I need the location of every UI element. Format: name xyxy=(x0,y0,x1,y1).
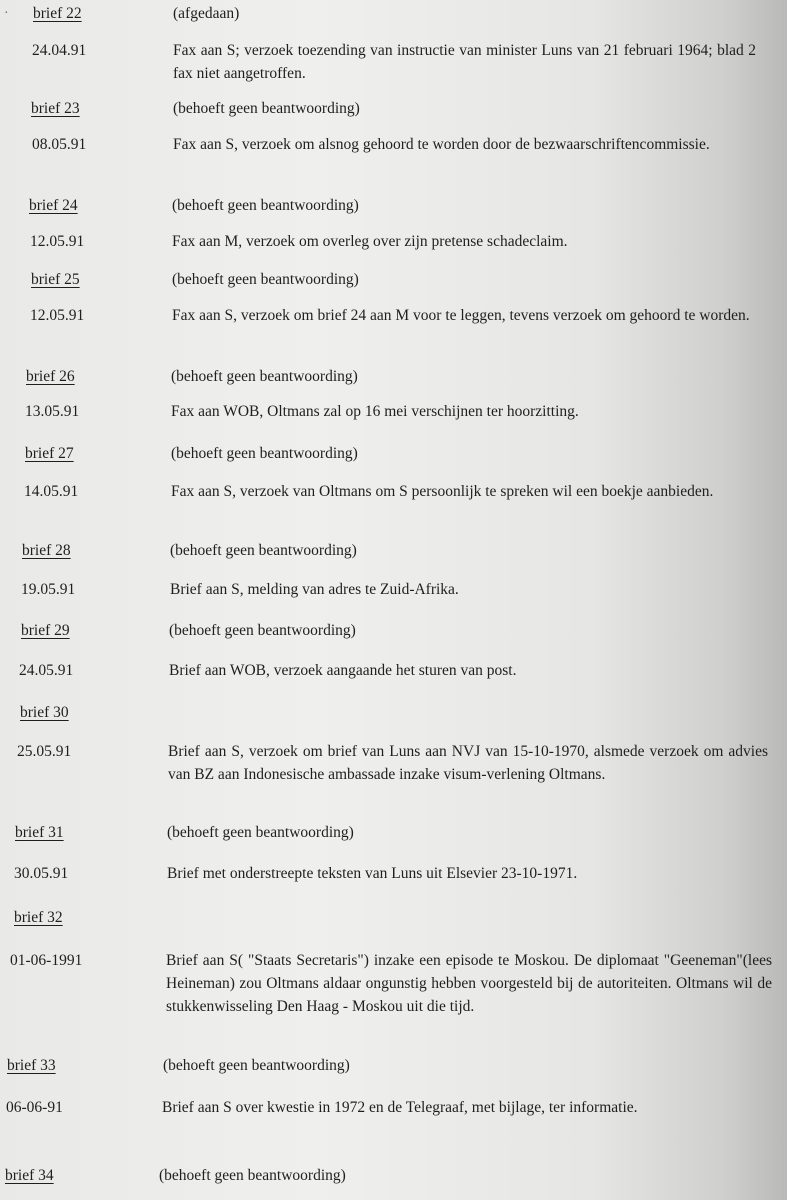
entry-text: (behoeft geen beantwoording) xyxy=(169,622,356,639)
letter-number: brief 26 xyxy=(26,368,75,385)
entry-date: 25.05.91 xyxy=(17,743,72,760)
entry-text: (behoeft geen beantwoording) xyxy=(163,1057,350,1074)
letter-number: brief 25 xyxy=(31,271,80,288)
entry-text: Fax aan S; verzoek toezending van instructie van minister Luns van 21 februari 1964; blad 2 fax niet aangetroffen. xyxy=(173,42,756,82)
letter-number: brief 34 xyxy=(5,1167,54,1184)
entry-text: Fax aan S, verzoek om brief 24 aan M voor te leggen, tevens verzoek om gehoord te worden. xyxy=(172,307,750,324)
entry-text: Brief met onderstreepte teksten van Luns uit Elsevier 23-10-1971. xyxy=(167,865,578,882)
entry-text: (behoeft geen beantwoording) xyxy=(167,824,354,841)
entry-text: Brief aan S, verzoek om brief van Luns aan NVJ van 15-10-1970, alsmede verzoek om advies van BZ aan Indonesische ambassade inzake visum-verlening Oltmans. xyxy=(168,743,768,783)
letter-number: brief 32 xyxy=(14,909,63,926)
entry-text: Brief aan WOB, verzoek aangaande het sturen van post. xyxy=(169,662,517,679)
entry-text: Brief aan S( "Staats Secretaris") inzake een episode te Moskou. De diplomaat "Geeneman"(lees Heineman) zou Oltmans aldaar ongunstig hebben voorgesteld bij de autoriteiten. Oltmans wil de stukkenwisseling Den Haag - Moskou uit die tijd. xyxy=(166,952,772,1015)
letter-number: brief 31 xyxy=(15,824,64,841)
letter-number: brief 29 xyxy=(21,622,70,639)
entry-date: 13.05.91 xyxy=(25,403,80,420)
entry-date: 14.05.91 xyxy=(24,483,79,500)
entry-date: 12.05.91 xyxy=(30,307,85,324)
entry-date: 24.05.91 xyxy=(19,662,74,679)
entry-text: (behoeft geen beantwoording) xyxy=(172,197,359,214)
entry-date: 12.05.91 xyxy=(30,233,85,250)
letter-number: brief 24 xyxy=(29,197,78,214)
entry-date: 01-06-1991 xyxy=(10,952,83,969)
entry-text: (behoeft geen beantwoording) xyxy=(173,100,360,117)
entry-text: (behoeft geen beantwoording) xyxy=(171,368,358,385)
letter-number: brief 33 xyxy=(7,1057,56,1074)
letter-number: brief 28 xyxy=(22,542,71,559)
entry-text: Fax aan S, verzoek van Oltmans om S persoonlijk te spreken wil een boekje aanbieden. xyxy=(171,483,714,500)
entry-date: 30.05.91 xyxy=(14,865,69,882)
letter-number: brief 22 xyxy=(33,5,82,22)
letter-number: brief 23 xyxy=(31,100,80,117)
entry-text: (afgedaan) xyxy=(173,5,240,22)
letter-number: brief 27 xyxy=(25,445,74,462)
entry-text: Fax aan M, verzoek om overleg over zijn pretense schadeclaim. xyxy=(172,233,568,250)
letter-number: brief 30 xyxy=(20,704,69,721)
entry-date: 06-06-91 xyxy=(6,1099,63,1116)
entry-text: Fax aan WOB, Oltmans zal op 16 mei verschijnen ter hoorzitting. xyxy=(171,403,579,420)
entry-date: 08.05.91 xyxy=(32,136,87,153)
entry-text: Brief aan S over kwestie in 1972 en de Telegraaf, met bijlage, ter informatie. xyxy=(162,1099,638,1116)
entry-text: Brief aan S, melding van adres te Zuid-Afrika. xyxy=(170,581,459,598)
entry-text: Fax aan S, verzoek om alsnog gehoord te worden door de bezwaarschriftencommissie. xyxy=(173,136,710,153)
entry-text: (behoeft geen beantwoording) xyxy=(172,271,359,288)
entry-date: 19.05.91 xyxy=(21,581,76,598)
entry-text: (behoeft geen beantwoording) xyxy=(170,542,357,559)
entry-text: (behoeft geen beantwoording) xyxy=(159,1167,346,1184)
margin-bullet: · xyxy=(4,6,9,21)
entry-date: 24.04.91 xyxy=(32,42,87,59)
entry-text: (behoeft geen beantwoording) xyxy=(171,445,358,462)
